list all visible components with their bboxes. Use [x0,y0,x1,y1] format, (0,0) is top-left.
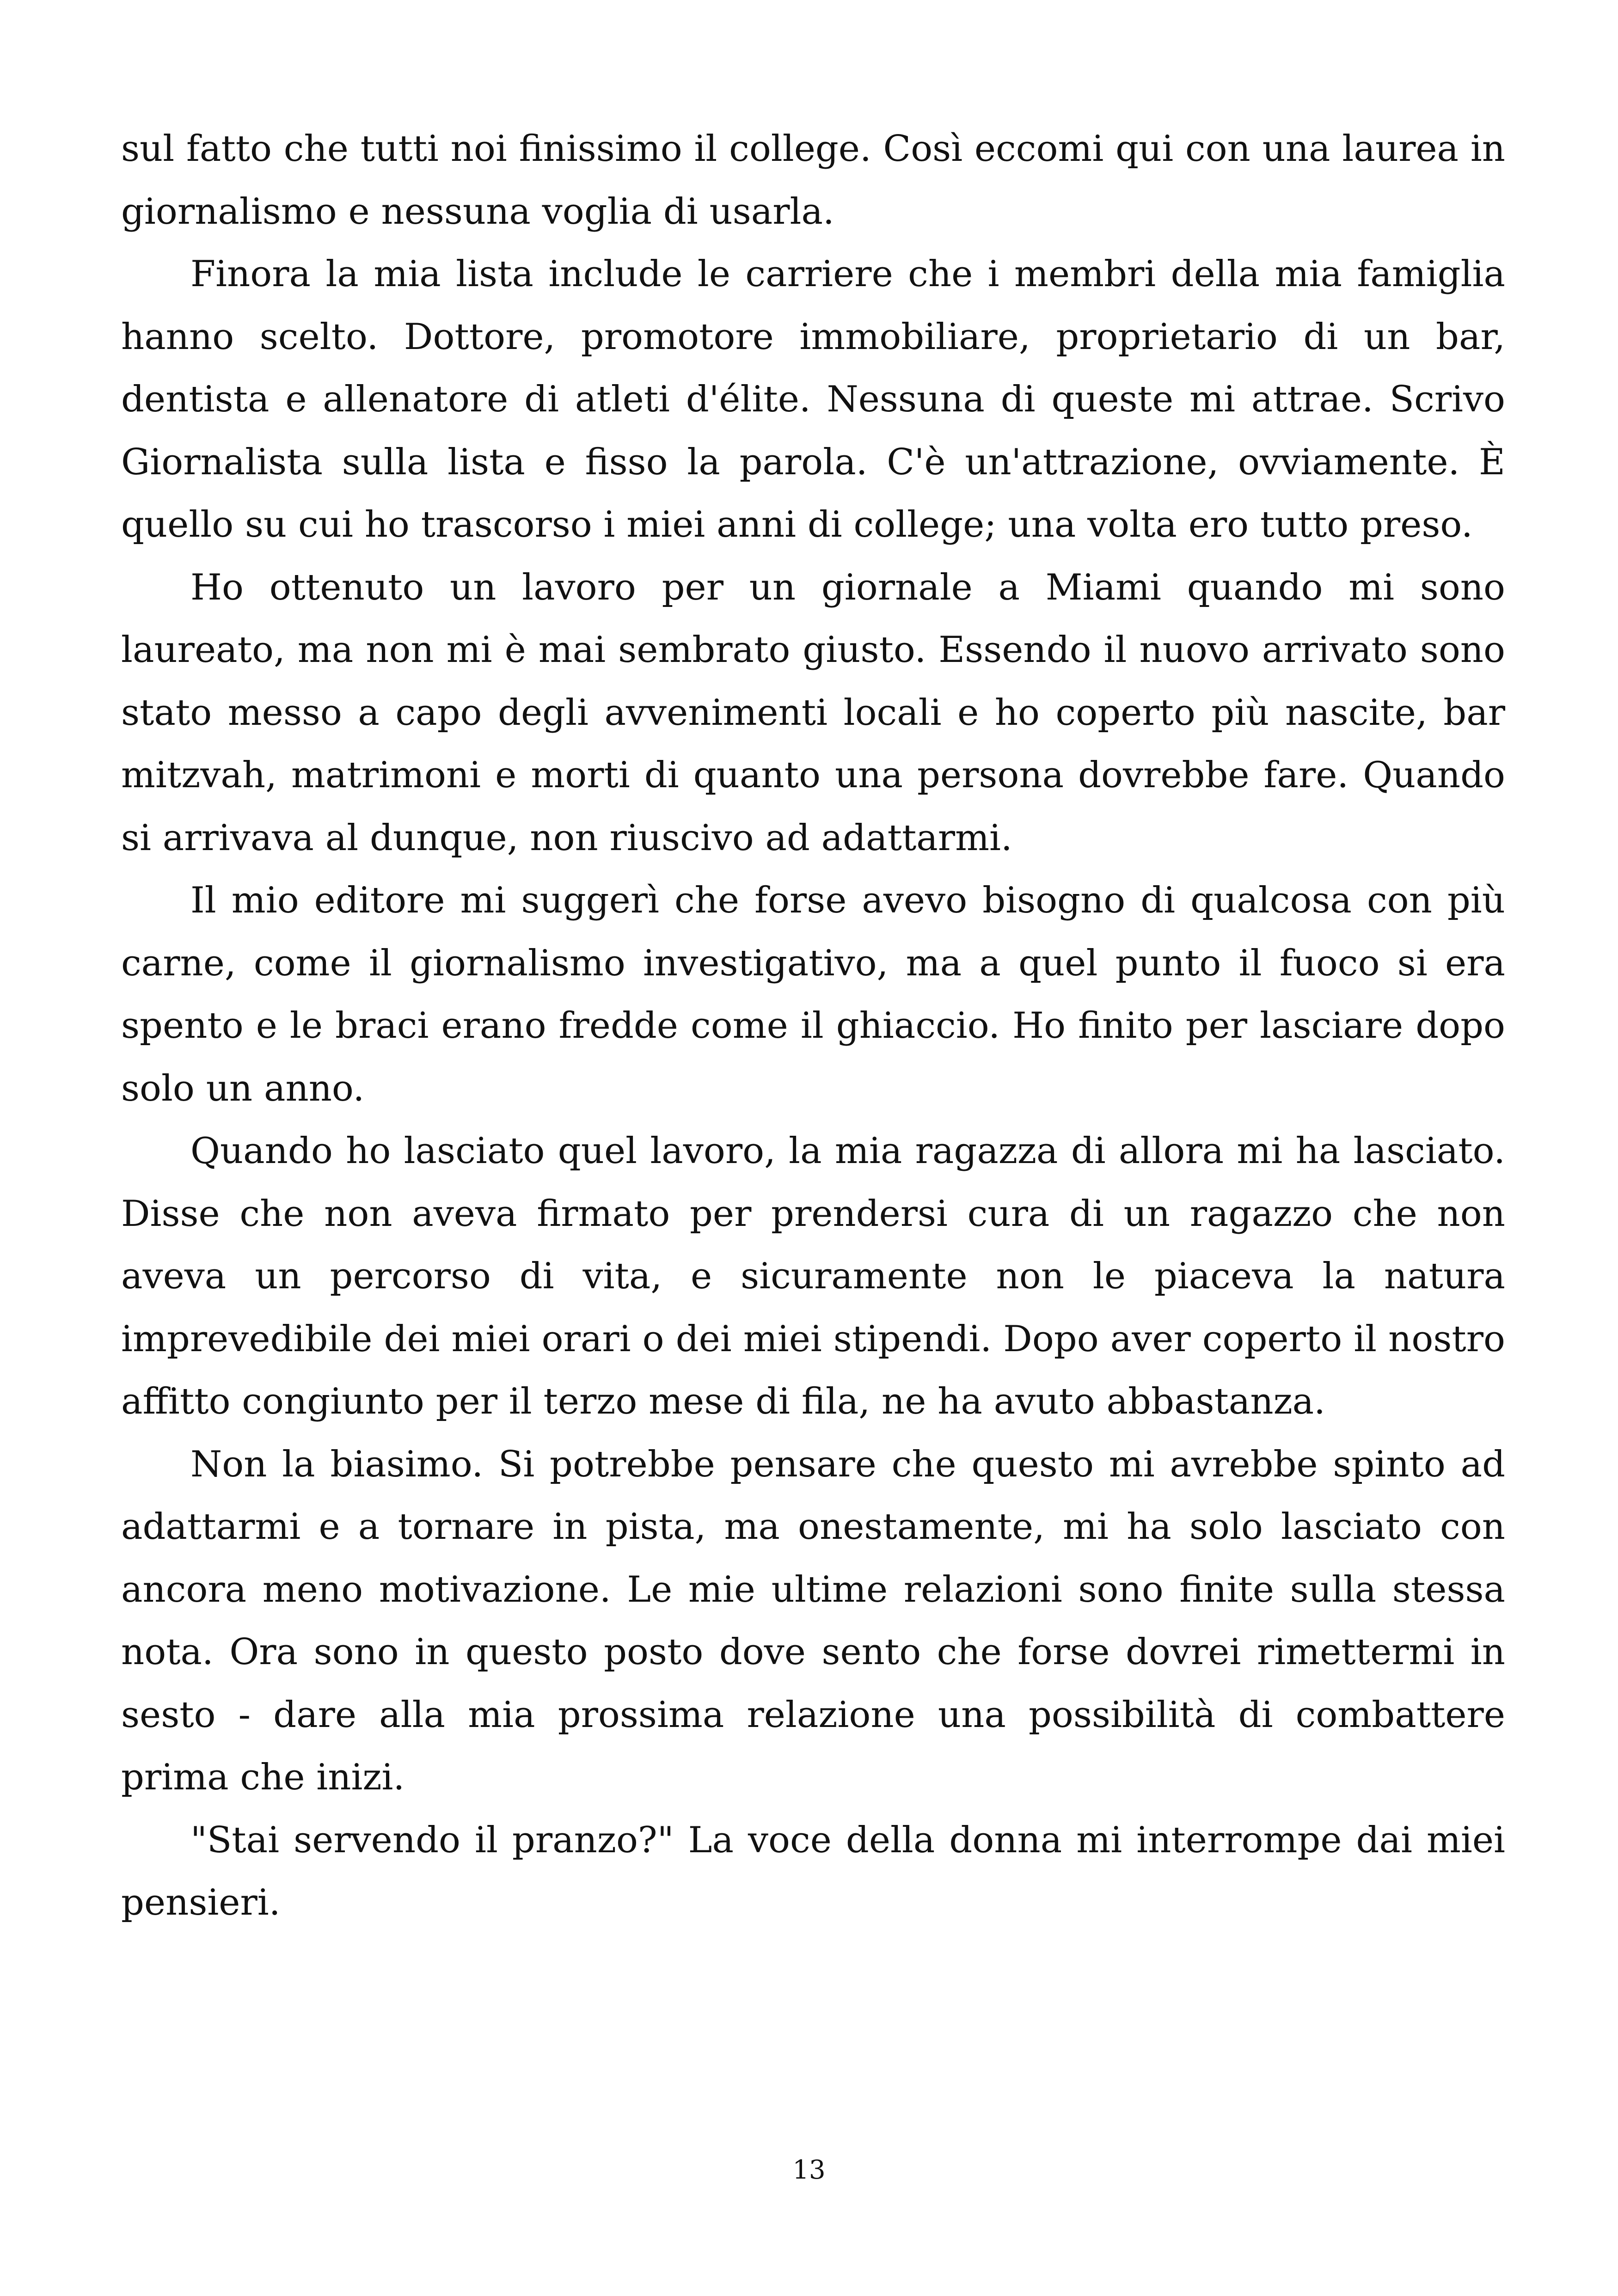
paragraph: Quando ho lasciato quel lavoro, la mia ragazza di allora mi ha lasciato. Disse che non aveva firmato per prendersi cura di un ragazzo che non aveva un percorso di vita, e sicuramente non le piaceva la natura imprevedibile dei miei orari o dei miei stipendi. Dopo aver coperto il nostro affitto congiunto per il terzo mese di fila, ne ha avuto abbastanza. [121,1130,1505,1422]
paragraph: Finora la mia lista include le carriere che i membri della mia famiglia hanno scelto. Dottore, promotore immobiliare, proprietario di un bar, dentista e allenatore di atleti d'élite. Nessuna di queste mi attrae. Scrivo Giornalista sulla lista e fisso la parola. C'è un'attrazione, ovviamente. È quello su cui ho trascorso i miei anni di college; una volta ero tutto preso. [121,253,1505,545]
body-text [121,118,1505,1935]
paragraph: "Stai servendo il pranzo?" La voce della donna mi interrompe dai miei pensieri. [121,1819,1505,1923]
paragraph: Il mio editore mi suggerì che forse avevo bisogno di qualcosa con più carne, come il giornalismo investigativo, ma a quel punto il fuoco si era spento e le braci erano fredde come il ghiaccio. Ho finito per lasciare dopo solo un anno. [121,880,1505,1109]
paragraph: Non la biasimo. Si potrebbe pensare che questo mi avrebbe spinto ad adattarmi e a tornare in pista, ma onestamente, mi ha solo lasciato con ancora meno motivazione. Le mie ultime relazioni sono finite sulla stessa nota. Ora sono in questo posto dove sento che forse dovrei rimettermi in sesto - dare alla mia prossima relazione una possibilità di combattere prima che inizi. [121,1443,1505,1798]
paragraph: sul fatto che tutti noi finissimo il college. Così eccomi qui con una laurea in giornalismo e nessuna voglia di usarla. [121,128,1505,233]
paragraph: Ho ottenuto un lavoro per un giornale a Miami quando mi sono laureato, ma non mi è mai sembrato giusto. Essendo il nuovo arrivato sono stato messo a capo degli avvenimenti locali e ho coperto più nascite, bar mitzvah, matrimoni e morti di quanto una persona dovrebbe fare. Quando si arrivava al dunque, non riuscivo ad adattarmi. [121,566,1505,859]
page-number: 13 [792,2155,826,2185]
